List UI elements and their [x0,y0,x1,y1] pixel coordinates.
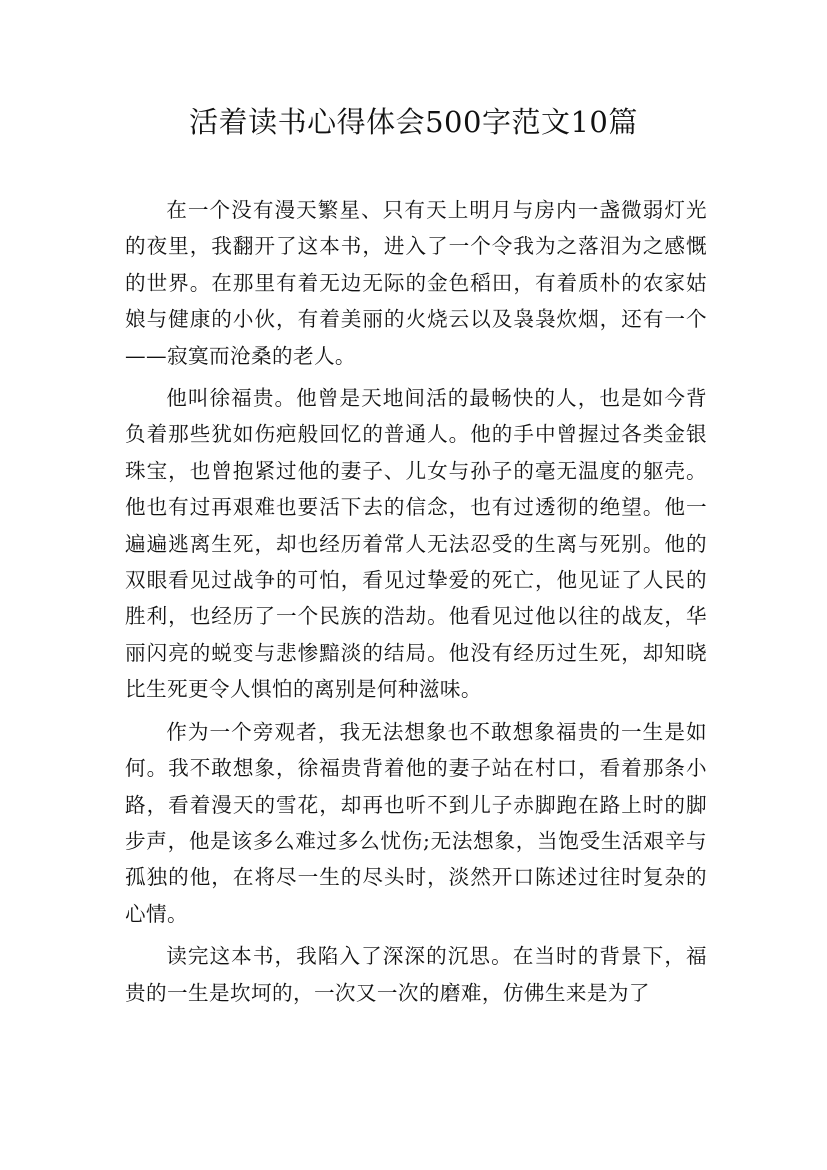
paragraph-1: 在一个没有漫天繁星、只有天上明月与房内一盏微弱灯光的夜里，我翻开了这本书，进入了一个令我为之落泪为之感慨的世界。在那里有着无边无际的金色稻田，有着质朴的农家姑娘与健康的小伙，有着美丽的火烧云以及袅袅炊烟，还有一个——寂寞而沧桑的老人。 [125,198,707,368]
paragraph-2: 他叫徐福贵。他曾是天地间活的最畅快的人，也是如今背负着那些犹如伤疤般回忆的普通人。他的手中曾握过各类金银珠宝，也曾抱紧过他的妻子、儿女与孙子的毫无温度的躯壳。他也有过再艰难也要活下去的信念，也有过透彻的绝望。他一遍遍逃离生死，却也经历着常人无法忍受的生离与死别。他的双眼看见过战争的可怕，看见过挚爱的死亡，他见证了人民的胜利，也经历了一个民族的浩劫。他看见过他以往的战友，华丽闪亮的蜕变与悲惨黯淡的结局。他没有经历过生死，却知晓比生死更令人惧怕的离别是何种滋味。 [125,386,707,702]
page-title: 活着读书心得体会500字范文10篇 [189,105,638,139]
paragraph-4: 读完这本书，我陷入了深深的沉思。在当时的背景下，福贵的一生是坎坷的，一次又一次的磨难，仿佛生来是为了 [125,944,707,1005]
article-body [125,192,707,1017]
paragraph-3: 作为一个旁观者，我无法想象也不敢想象福贵的一生是如何。我不敢想象，徐福贵背着他的妻子站在村口，看着那条小路，看着漫天的雪花，却再也听不到儿子赤脚跑在路上时的脚步声，他是该多么难过多么忧伤;无法想象，当饱受生活艰辛与孤独的他，在将尽一生的尽头时，淡然开口陈述过往时复杂的心情。 [125,719,707,926]
